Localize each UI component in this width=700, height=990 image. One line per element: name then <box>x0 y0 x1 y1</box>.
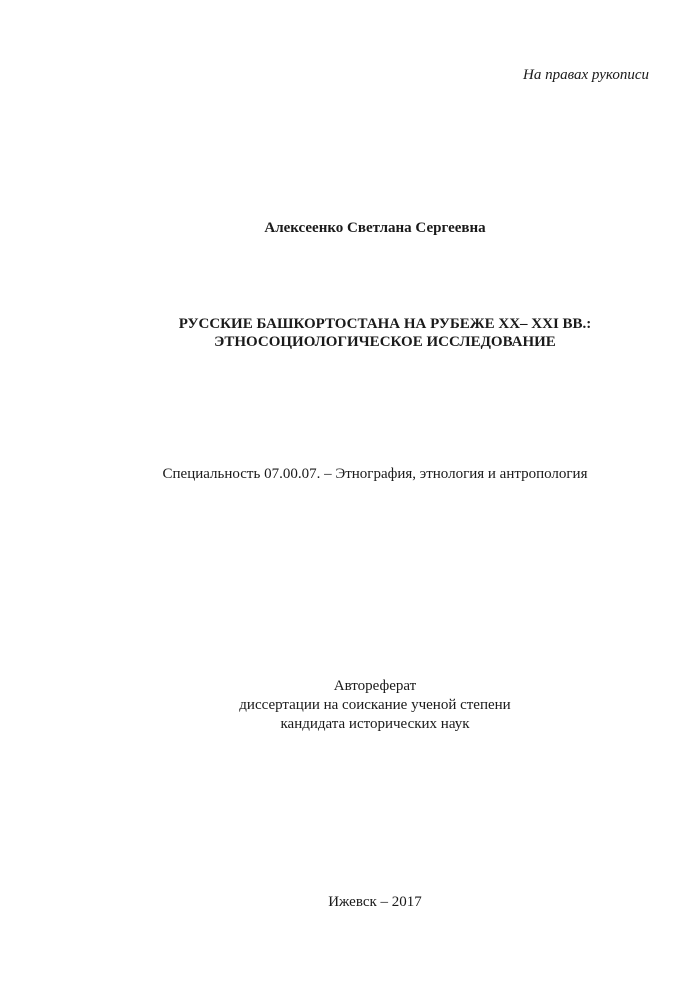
dissertation-line: диссертации на соискание ученой степени <box>239 697 511 713</box>
degree-line: кандидата исторических наук <box>280 716 470 732</box>
author-name: Алексеенко Светлана Сергеевна <box>264 220 486 236</box>
title-line-2: ЭТНОСОЦИОЛОГИЧЕСКОЕ ИССЛЕДОВАНИЕ <box>214 334 556 350</box>
abstract-label: Автореферат <box>333 678 417 694</box>
title-line-1: РУССКИЕ БАШКОРТОСТАНА НА РУБЕЖЕ XX– XXI ВВ.: <box>178 316 592 332</box>
specialty-line: Специальность 07.00.07. – Этнография, этнология и антропология <box>162 466 588 482</box>
place-year: Ижевск – 2017 <box>328 894 422 910</box>
manuscript-note: На правах рукописи <box>523 67 649 83</box>
